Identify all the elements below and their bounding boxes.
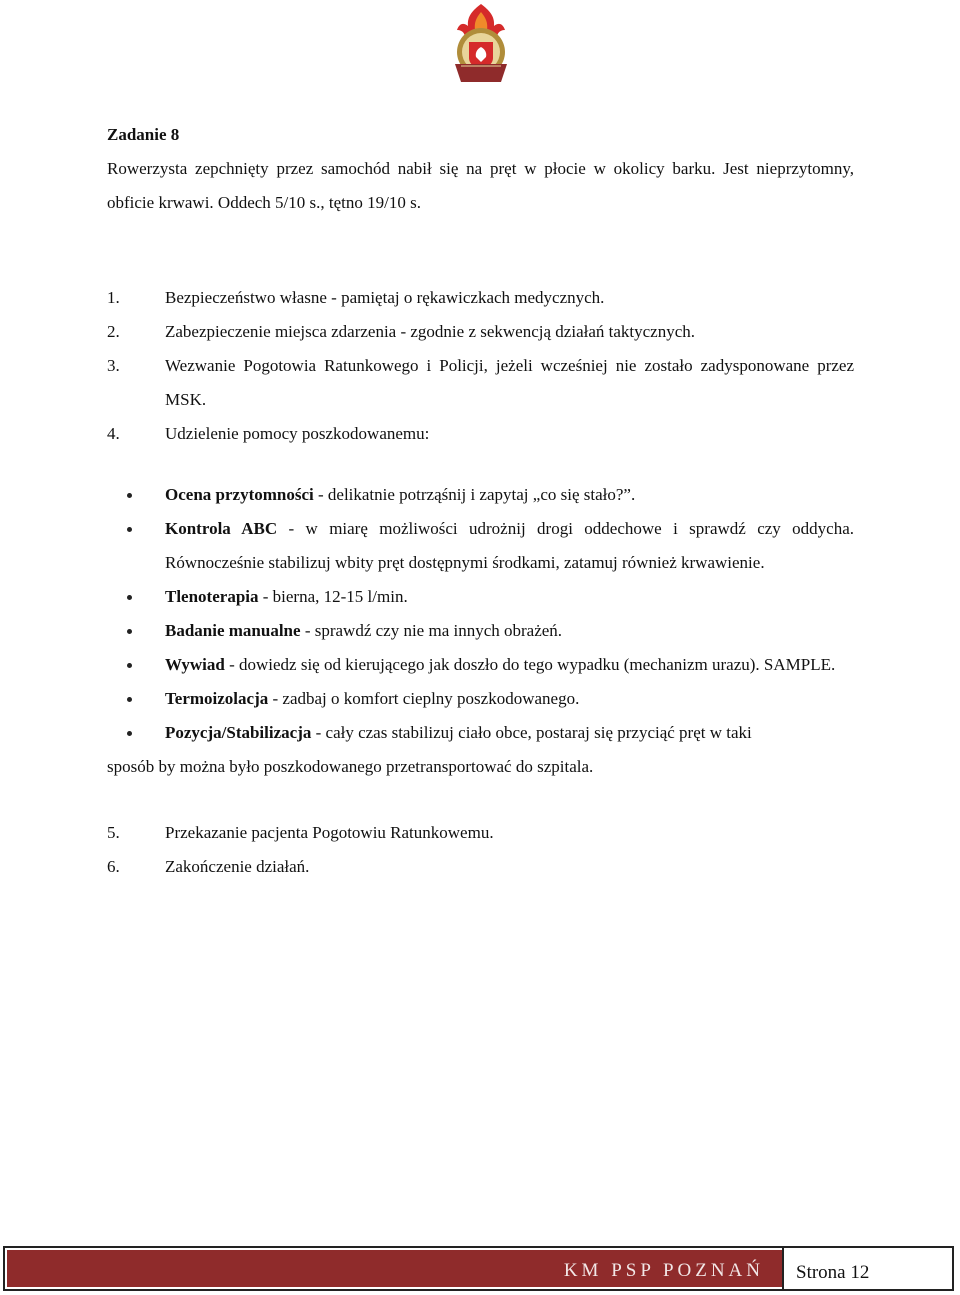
bullet-icon: [107, 682, 165, 716]
page-footer: [3, 1246, 954, 1291]
step-item: [107, 281, 854, 315]
bullet-heading: Ocena przytomności: [165, 485, 314, 504]
step-text: Zakończenie działań.: [165, 857, 310, 876]
page-number: Strona 12: [796, 1262, 870, 1283]
step-text: Udzielenie pomocy poszkodowanemu:: [165, 424, 430, 443]
bullet-text: - zadbaj o komfort cieplny poszkodowanego.: [268, 689, 580, 708]
bullet-heading: Wywiad: [165, 655, 225, 674]
step-item: [107, 850, 854, 884]
bullet-icon: [107, 614, 165, 648]
bullet-item: [107, 580, 854, 614]
bullet-icon: [107, 716, 165, 750]
bullet-item: [107, 682, 854, 716]
step-number: 4.: [107, 424, 120, 443]
footer-page-box: [782, 1248, 952, 1289]
footer-organization: KM PSP POZNAŃ: [563, 1260, 764, 1281]
step-text: Wezwanie Pogotowia Ratunkowego i Policji, jeżeli wcześniej nie zostało zadysponowane przez MSK.: [165, 356, 854, 409]
step-item: [107, 417, 854, 451]
bullet-text: - delikatnie potrząśnij i zapytaj „co się stało?”.: [313, 485, 636, 504]
step-number: 6.: [107, 857, 120, 876]
bullet-text: - dowiedz się od kierującego jak doszło do tego wypadku (mechanizm urazu). SAMPLE.: [224, 655, 836, 674]
step-item: [107, 349, 854, 417]
step-number: 5.: [107, 823, 120, 842]
bullet-text: - sprawdź czy nie ma innych obrażeń.: [300, 621, 563, 640]
bullet-item: [107, 614, 854, 648]
bullet-continuation: sposób by można było poszkodowanego przetransportować do szpitala.: [107, 757, 594, 776]
document-body: [107, 118, 854, 884]
bullet-item: [107, 648, 854, 682]
task-title: Zadanie 8: [107, 125, 180, 144]
step-text: Zabezpieczenie miejsca zdarzenia - zgodnie z sekwencją działań taktycznych.: [165, 322, 696, 341]
footer-banner: [7, 1250, 782, 1287]
bullet-heading: Badanie manualne: [165, 621, 301, 640]
bullet-heading: Kontrola ABC: [165, 519, 278, 538]
bullet-icon: [107, 580, 165, 614]
step-number: 1.: [107, 288, 120, 307]
bullet-icon: [107, 478, 165, 512]
bullet-item: [107, 716, 854, 750]
bullet-heading: Tlenoterapia: [165, 587, 259, 606]
step-text: Przekazanie pacjenta Pogotowiu Ratunkowemu.: [165, 823, 494, 842]
scenario-text: Rowerzysta zepchnięty przez samochód nabił się na pręt w płocie w okolicy barku. Jest nieprzytomny, obficie krwawi. Oddech 5/10 s., tętno 19/10 s.: [107, 159, 854, 212]
step-text: Bezpieczeństwo własne - pamiętaj o rękawiczkach medycznych.: [165, 288, 605, 307]
step-number: 2.: [107, 322, 120, 341]
bullet-text: - w miarę możliwości udrożnij drogi oddechowe i sprawdź czy oddycha. Równocześnie stabilizuj wbity pręt dostępnymi środkami, zatamuj również krwawienie.: [165, 519, 854, 572]
bullet-text: - cały czas stabilizuj ciało obce, postaraj się przyciąć pręt w taki: [311, 723, 752, 742]
bullet-item: [107, 512, 854, 580]
bullet-heading: Termoizolacja: [165, 689, 269, 708]
bullet-icon: [107, 648, 165, 682]
bullet-heading: Pozycja/Stabilizacja: [165, 723, 312, 742]
step-item: [107, 816, 854, 850]
bullet-item: [107, 478, 854, 512]
psp-emblem-icon: [443, 2, 519, 86]
bullet-text: - bierna, 12-15 l/min.: [258, 587, 408, 606]
bullet-icon: [107, 512, 165, 580]
step-number: 3.: [107, 356, 120, 375]
step-item: [107, 315, 854, 349]
